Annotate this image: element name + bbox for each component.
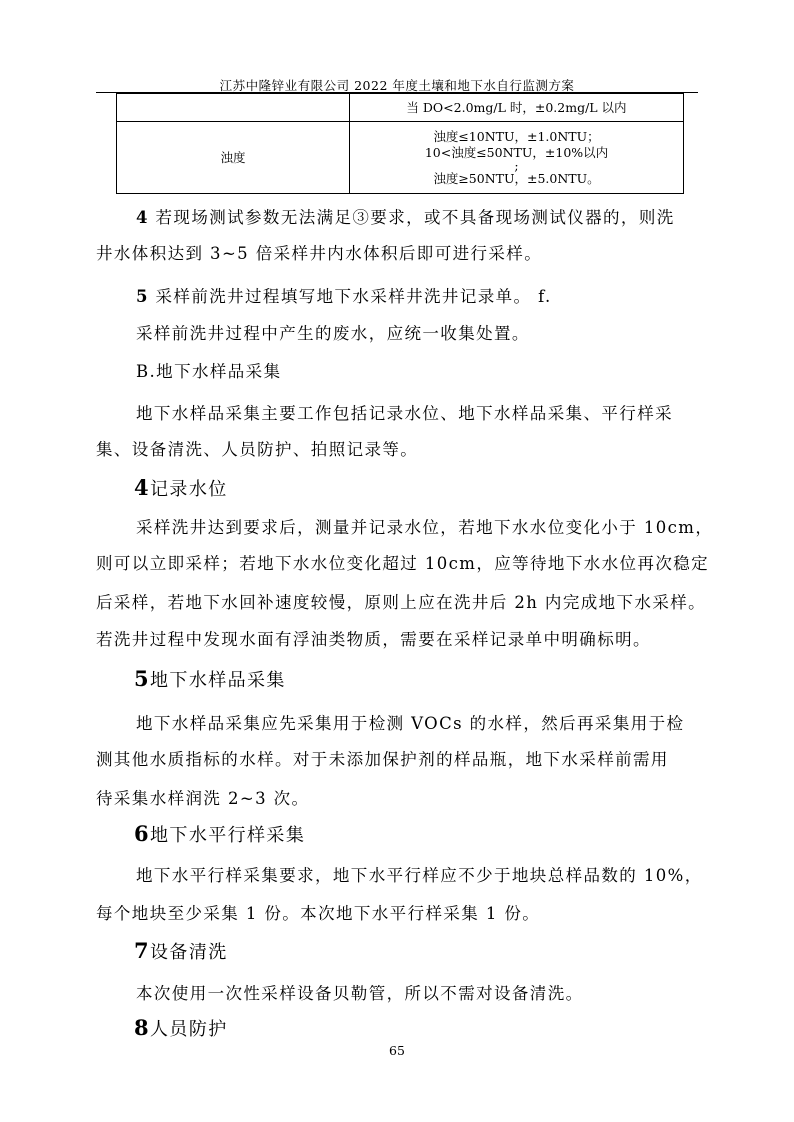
- line-text: 若现场测试参数无法满足③要求，或不具备现场测试仪器的，则洗: [148, 208, 675, 227]
- paragraph-line: [136, 204, 675, 228]
- paragraph-line: 井水体积达到 3~5 倍采样井内水体积后即可进行采样。: [96, 244, 543, 263]
- range-line: 10<浊度≤50NTU，±10%以内: [424, 144, 609, 160]
- paragraph-line: 后采样，若地下水回补速度较慢，原则上应在洗井后 2h 内完成地下水采样。: [96, 593, 707, 612]
- page-header: 江苏中隆锌业有限公司 2022 年度土壤和地下水自行监测方案: [219, 78, 575, 93]
- line-text: 采样前洗井过程填写地下水采样井洗井记录单。 f.: [148, 287, 552, 306]
- heading-text: 记录水位: [150, 479, 228, 500]
- range-line: 浊度≤10NTU，±1.0NTU；: [433, 128, 600, 144]
- subsection-heading: [134, 821, 305, 847]
- subsection-heading: [134, 666, 286, 692]
- parameter-table: [116, 93, 684, 194]
- range-line: ;: [514, 157, 519, 173]
- paragraph-line: 若洗井过程中发现水面有浮油类物质，需要在采样记录单中明确标明。: [96, 630, 651, 649]
- table-cell-turbidity: 浊度: [117, 122, 350, 194]
- paragraph-line: 则可以立即采样；若地下水水位变化超过 10cm，应等待地下水水位再次稳定: [96, 554, 710, 573]
- table-cell: [117, 94, 350, 122]
- paragraph-line: 待采集水样润洗 2~3 次。: [96, 789, 310, 808]
- paragraph-line: 每个地块至少采集 1 份。本次地下水平行样采集 1 份。: [96, 904, 541, 923]
- heading-text: 地下水平行样采集: [150, 825, 306, 846]
- table-row: [117, 122, 684, 194]
- table-cell: 当 DO<2.0mg/L 时，±0.2mg/L 以内: [350, 94, 684, 122]
- item-number: 4: [134, 475, 151, 500]
- item-number: 4: [136, 208, 149, 227]
- paragraph-line: 地下水样品采集主要工作包括记录水位、地下水样品采集、平行样采: [136, 404, 673, 423]
- paragraph-line: 本次使用一次性采样设备贝勒管，所以不需对设备清洗。: [136, 984, 584, 1003]
- subsection-heading: [134, 475, 228, 501]
- paragraph-line: 集、设备清洗、人员防护、拍照记录等。: [96, 440, 419, 459]
- heading-text: 设备清洗: [150, 942, 228, 963]
- paragraph-line: 测其他水质指标的水样。对于未添加保护剂的样品瓶，地下水采样前需用: [96, 750, 669, 769]
- heading-text: 人员防护: [150, 1019, 228, 1040]
- range-line: 浊度≥50NTU，±5.0NTU。: [433, 170, 600, 186]
- page-number: 65: [389, 1043, 405, 1058]
- item-number: 5: [134, 666, 151, 691]
- paragraph-line: [136, 283, 552, 307]
- heading-text: 地下水样品采集: [150, 670, 286, 691]
- item-number: 5: [136, 287, 149, 306]
- item-number: 8: [134, 1015, 151, 1040]
- item-number: 6: [134, 821, 151, 846]
- paragraph-line: 地下水样品采集应先采集用于检测 VOCs 的水样，然后再采集用于检: [136, 714, 685, 733]
- subsection-heading: [134, 938, 228, 964]
- section-heading: B.地下水样品采集: [136, 362, 282, 381]
- item-number: 7: [134, 938, 151, 963]
- table-row: [117, 94, 684, 122]
- subsection-heading: [134, 1015, 228, 1041]
- paragraph-line: 地下水平行样采集要求，地下水平行样应不少于地块总样品数的 10%，: [136, 866, 703, 885]
- table-cell-turbidity-ranges: [350, 122, 684, 194]
- paragraph-line: 采样洗井达到要求后，测量并记录水位，若地下水水位变化小于 10cm，: [136, 518, 714, 537]
- paragraph-line: 采样前洗井过程中产生的废水，应统一收集处置。: [136, 324, 530, 343]
